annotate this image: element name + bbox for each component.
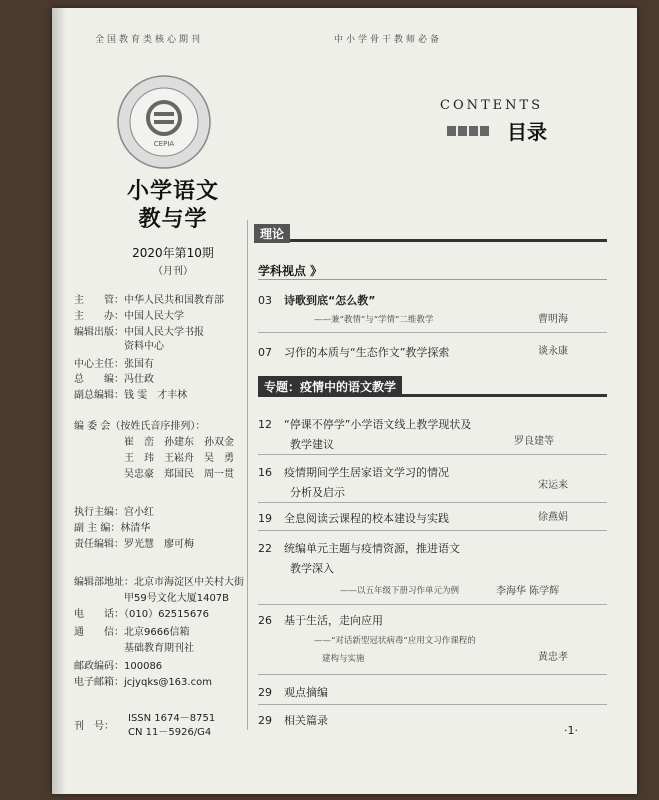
toc-separator: [258, 530, 607, 531]
toc-separator: [258, 502, 607, 503]
info-line: 中心主任：张国有: [74, 359, 154, 370]
toc-item[interactable]: 03 诗歌到底“怎么教”: [258, 294, 376, 307]
toc-item[interactable]: 26 基于生活，走向应用: [258, 614, 383, 627]
info-line: 总 编：冯仕政: [74, 374, 154, 385]
toc-item-subtitle: ——“对话新型冠状病毒”应用文习作课程的: [314, 636, 476, 646]
section-rule: [254, 225, 607, 242]
info-line: 主 管：中华人民共和国教育部: [74, 295, 224, 306]
header-right: 中小学骨干教师必备: [334, 35, 443, 45]
toc-item[interactable]: 29 相关篇录: [258, 714, 328, 727]
subsection-rule: [258, 279, 607, 280]
toc-item-author: 黄忠孝: [538, 652, 568, 663]
column-divider: [247, 220, 248, 730]
toc-item-line2: 教学深入: [290, 562, 334, 575]
contents-label: CONTENTS: [440, 98, 544, 113]
info-line: 编辑出版：中国人民大学书报: [74, 327, 204, 338]
contents-decoration: [447, 126, 489, 136]
issn: ISSN 1674－8751: [128, 713, 216, 724]
toc-item-line2: 教学建议: [290, 438, 334, 451]
toc-item[interactable]: 16 疫情期间学生居家语文学习的情况: [258, 466, 449, 479]
info-line: 编 委 会（按姓氏音序排列）：: [74, 421, 206, 432]
page-number: ·1·: [564, 724, 578, 737]
magazine-title-line2: 教与学: [138, 207, 208, 232]
info-line: 电 话：（010）62515676: [74, 609, 209, 620]
cn-number: CN 11－5926/G4: [128, 727, 212, 738]
toc-item-author: 谈永康: [538, 346, 568, 357]
toc-item-author: 罗良建等: [514, 436, 554, 447]
magazine-page: [52, 8, 637, 794]
toc-item[interactable]: 22 统编单元主题与疫情资源，推进语文: [258, 542, 460, 555]
toc-item-author: 曹明海: [538, 314, 568, 325]
subsection-label: 学科视点 》: [258, 264, 323, 278]
toc-separator: [258, 604, 607, 605]
info-line: 崔 峦 孙建东 孙双金: [74, 437, 234, 448]
toc-separator: [258, 704, 607, 705]
info-line: 吴忠豪 郑国民 周一贯: [74, 469, 234, 480]
toc-item-author: 徐燕娟: [538, 512, 568, 523]
toc-separator: [258, 454, 607, 455]
frequency: （月刊）: [153, 266, 193, 277]
toc-item-author: 宋运来: [538, 480, 568, 491]
topic-rule: [258, 394, 607, 397]
issue-number: 2020年第10期: [132, 246, 214, 260]
info-line: 电子邮箱：jcjyqks@163.com: [74, 677, 212, 688]
toc-item-author: 李海华 陈学辉: [496, 586, 560, 597]
section-label: 理论: [254, 224, 290, 243]
info-line: 资料中心: [74, 341, 164, 352]
logo-text: CEPIA: [153, 140, 175, 148]
toc-item-subtitle-line2: 建构与实施: [322, 654, 365, 664]
info-line: 主 办：中国人民大学: [74, 311, 184, 322]
toc-item-line2: 分析及启示: [290, 486, 345, 499]
toc-item-subtitle: ——以五年级下册习作单元为例: [340, 586, 460, 596]
info-line: 编辑部地址：北京市海淀区中关村大街: [74, 577, 244, 588]
info-line: 责任编辑：罗光慧 廖可梅: [74, 539, 194, 550]
toc-separator: [258, 674, 607, 675]
toc-item[interactable]: 07 习作的本质与“生态作文”教学探索: [258, 346, 450, 359]
header-left: 全国教育类核心期刊: [95, 35, 204, 45]
toc-separator: [258, 332, 607, 333]
page-binding-shadow: [52, 8, 66, 794]
info-line: 甲59号文化大厦1407B: [74, 593, 230, 604]
toc-item-subtitle: ——兼“教情”与“学情”二维教学: [314, 315, 434, 325]
toc-item[interactable]: 29 观点摘编: [258, 686, 328, 699]
info-line: 副 主 编：林清华: [74, 523, 151, 534]
info-kanhao-label: 刊 号：: [74, 721, 114, 732]
info-line: 通 信：北京9666信箱: [74, 627, 190, 638]
toc-item[interactable]: 19 全息阅读云课程的校本建设与实践: [258, 512, 449, 525]
info-line: 执行主编：宫小红: [74, 507, 154, 518]
cepia-logo: [116, 74, 212, 170]
topic-label: 专题：疫情中的语文教学: [258, 376, 402, 397]
info-line: 副总编辑：钱 雯 才丰林: [74, 390, 188, 401]
info-line: 基础教育期刊社: [74, 643, 194, 654]
mulu-title: 目录: [507, 120, 547, 144]
info-line: 邮政编码：100086: [74, 661, 163, 672]
magazine-title-line1: 小学语文: [126, 179, 219, 204]
info-line: 王 玮 王崧舟 吴 勇: [74, 453, 234, 464]
toc-item[interactable]: 12 “停课不停学”小学语文线上教学现状及: [258, 418, 472, 431]
